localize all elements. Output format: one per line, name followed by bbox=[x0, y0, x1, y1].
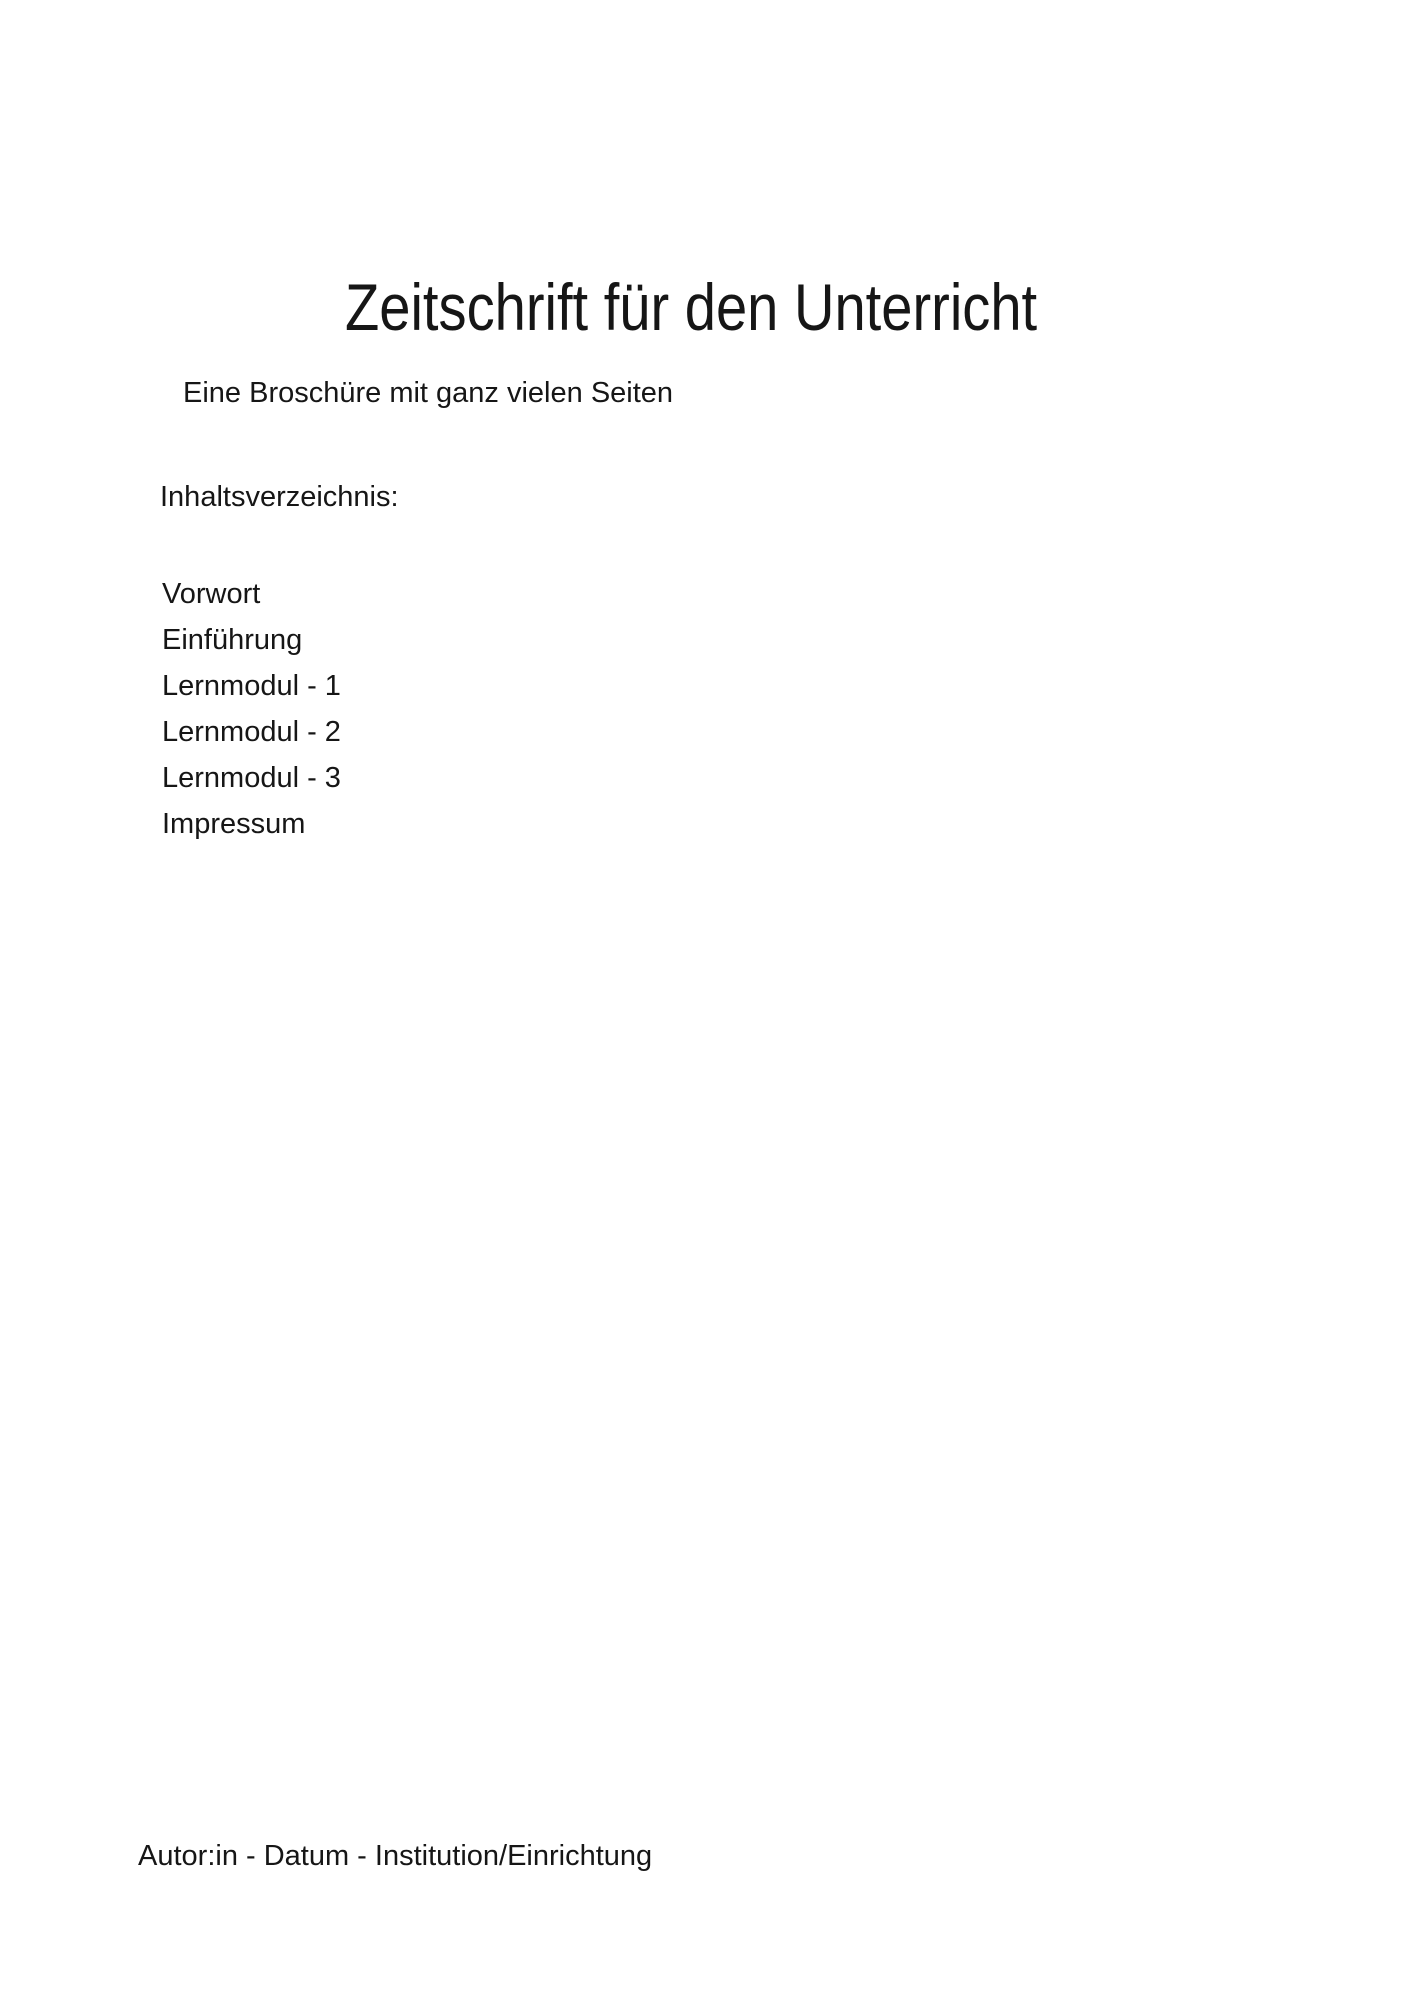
toc-entry: Vorwort bbox=[162, 578, 261, 610]
toc-heading: Inhaltsverzeichnis: bbox=[160, 481, 399, 513]
toc-list bbox=[162, 571, 341, 847]
toc-entry: Impressum bbox=[162, 808, 306, 840]
toc-entry: Lernmodul - 1 bbox=[162, 670, 341, 702]
toc-entry: Lernmodul - 3 bbox=[162, 762, 341, 794]
document-subtitle: Eine Broschüre mit ganz vielen Seiten bbox=[183, 377, 674, 409]
toc-entry: Lernmodul - 2 bbox=[162, 716, 341, 748]
page-title: Zeitschrift für den Unterricht bbox=[345, 270, 1038, 345]
footer-credits: Autor:in - Datum - Institution/Einrichtung bbox=[138, 1840, 653, 1872]
toc-entry: Einführung bbox=[162, 624, 303, 656]
